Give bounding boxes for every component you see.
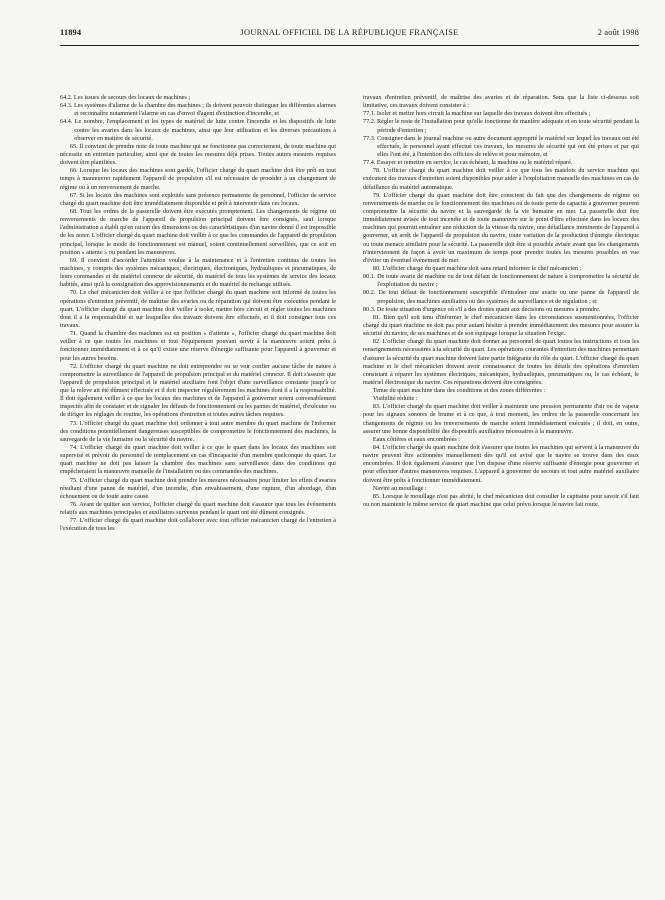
paragraph: 76. Avant de quitter son service, l'officier chargé du quart machine doit s'assurer que tous les événements relatifs aux machines principales et auxiliaires survenus pendant le quart ont été dûment consignés. [60, 501, 336, 517]
paragraph: 77.4. Essayer et remettre en service, le cas échéant, la machine ou le matériel réparé. [363, 159, 573, 167]
paragraph: 80.3. De toute situation d'urgence où s'il a des doutes quant aux décisions ou mesures à prendre. [363, 305, 601, 313]
paragraph: 84. L'officier chargé du quart machine doit s'assurer que toutes les machines qui servent à la manœuvre du navire peuvent être actionnées manuellement dès qu'il est avisé que le navire se trouve dans des eaux encombrées. Il doit également s'assurer que l'on dispose d'une réserve suffisante d'énergie pour gouverner et pour effectuer d'autres manœuvres requises. L'appareil à gouverner de secours et tout autre matériel auxiliaire doivent être prêts à fonctionner immédiatement. [363, 444, 639, 484]
page-header [60, 28, 639, 44]
paragraph: 64.3. Les systèmes d'alarme de la chambre des machines ; ils doivent pouvoir distinguer les différentes alarmes et reconnaître notamment l'alarme en cas d'envoi d'agent d'extinction d'incendie, et [60, 102, 336, 118]
paragraph: 71. Quand la chambre des machines est en position « d'attente », l'officier chargé du quart machine doit veiller à ce que toutes les machines et tout l'équipement pouvant servir à la manœuvre soient prêts à fonctionner immédiatement et à ce qu'il existe une réserve d'énergie suffisante pour l'appareil à gouverner et pour les autres besoins. [60, 330, 336, 362]
section-label: Navire au mouillage : [372, 484, 427, 492]
section-label: Visibilité réduite : [372, 395, 418, 403]
paragraph: 78. L'officier chargé du quart machine doit veiller à ce que tous les matelots du service machine qui exécutent des travaux d'entretien soient disponibles pour aider à l'exploitation manuelle des machines en cas de défaillance du matériel automatique. [363, 167, 639, 191]
paragraph: 82. L'officier chargé du quart machine doit donner au personnel de quart toutes les instructions et tous les renseignements nécessaires à la sécurité du quart. Les opérations courantes d'entretien des machines permettant d'assurer la sécurité du quart machine doivent faire partie intégrante du rôle du quart. L'officier chargé du quart machine et le chef mécanicien doivent avoir connaissance de toutes les détails des opérations d'entretien consistant à réparer les systèmes électriques, mécaniques, hydrauliques, pneumatiques ou, le cas échéant, le matériel électronique du navire. Ces réparations doivent être consignées. [363, 338, 639, 386]
page-number: 11894 [60, 28, 82, 37]
paragraph: 66. Lorsque les locaux des machines sont gardés, l'officier chargé du quart machine doit être prêt en tout temps à manœuvrer rapidement l'appareil de propulsion s'il est nécessaire de procéder à un changement de régime ou à un renversement de marche. [60, 167, 336, 191]
paragraph: 77.1. Isoler et mettre hors circuit la machine sur laquelle des travaux doivent être effectués ; [363, 110, 591, 118]
paragraph: 77.2. Régler le reste de l'installation pour qu'elle fonctionne de manière adéquate et en toute sécurité pendant la période d'entretien ; [363, 118, 639, 134]
paragraph: 80. L'officier chargé du quart machine doit sans retard informer le chef mécanicien : [372, 264, 582, 272]
left-column [60, 94, 336, 880]
paragraph: 77. L'officier chargé du quart machine doit collaborer avec tout officier mécanicien chargé de l'entretien à l'exécution de tous les [60, 517, 336, 533]
paragraph: 74. L'officier chargé du quart machine doit veiller à ce que le quart dans les locaux des machines soit supervisé et prévoir du personnel de remplacement en cas d'incapacité d'un membre quelconque du quart. Le quart machine ne doit pas laisser la chambre des machines sans surveillance dans des conditions qui empêcheraient la manœuvre manuelle de l'installation ou des commandes des machines. [60, 444, 336, 476]
paragraph: 81. Bien qu'il soit tenu d'informer le chef mécanicien dans les circonstances susmentionnées, l'officier chargé du quart machine ne doit pas pour autant hésiter à prendre immédiatement des mesures pour assurer la sécurité du navire, de ses machines et de son équipage lorsque la situation l'exige. [363, 313, 639, 338]
paragraph: 69. Il convient d'accorder l'attention voulue à la maintenance et à l'entretien continus de toutes les machines, y compris des systèmes mécaniques, électriques, électroniques, hydrauliques et pneumatiques, de leurs commandes et du matériel connexe de sécurité, du matériel de tous les systèmes de service des locaux habités, ainsi qu'à la consignation des approvisionnements et du matériel de rechange utilisés. [60, 256, 336, 289]
paragraph: 67. Si les locaux des machines sont exploités sans présence permanente de personnel, l'officier de service chargé du quart machine doit être immédiatement disponible et prêt à intervenir dans ces locaux. [60, 191, 336, 207]
paragraph: 80.1. De toute avarie de machine ou de tout défaut de fonctionnement de nature à compromettre la sécurité de l'exploitation du navire ; [363, 273, 639, 289]
paragraph: 65. Il convient de prendre note de toute machine qui ne fonctionne pas correctement, de toute machine qui nécessite un entretien particulier, ainsi que de toutes les mesures déjà prises. Toutes autres mesures requises doivent être planifiées. [60, 142, 336, 167]
paragraph: 70. Le chef mécanicien doit veiller à ce que l'officier chargé du quart machine soit informé de toutes les opérations d'entretien préventif, de maîtrise des avaries ou de réparation qui doivent être exécutées pendant le quart. L'officier chargé du quart machine doit veiller à isoler, mettre hors circuit et régler toutes les machines dont il a la responsabilité et sur lesquelles des travaux doivent être effectués, et il doit consigner tous ces travaux. [60, 289, 336, 329]
paragraph: 83. L'officier chargé du quart machine doit veiller à maintenir une pression permanente d'air ou de vapeur pour les signaux sonores de brume et à ce que, à tout moment, les ordres de la passerelle concernant les changements de régime ou les renversements de marche soient immédiatement exécutés ; il doit, en outre, assurer une bonne disponibilité des dispositifs auxiliaires nécessaires à la manœuvre. [363, 403, 639, 435]
paragraph: travaux d'entretien préventif, de maîtrise des avaries et de réparation. Sans que la liste ci-dessous soit limitative, ces travaux doivent consister à : [363, 94, 639, 110]
paragraph: 80.2. De tout défaut de fonctionnement susceptible d'entraîner une avarie ou une panne de l'appareil de propulsion, des machines auxiliaires ou des systèmes de surveillance et de régulation ; et [363, 289, 639, 305]
right-column [363, 94, 639, 880]
paragraph: 68. Tous les ordres de la passerelle doivent être exécutés promptement. Les changements de régime ou renversements de marche de l'appareil de propulsion principal doivent être consignés, sauf lorsque l'administration a établi qu'en raison des dimensions ou des caractéristiques d'un navire donné il est impossible de les noter. L'officier chargé du quart machine doit veiller à ce que les commandes de l'appareil de propulsion principal, lorsque le mode de fonctionnement est manuel, soient continuellement surveillées, que ce soit en position « attente » ou pendant les manœuvres. [60, 207, 336, 256]
paragraph: 75. L'officier chargé du quart machine doit prendre les mesures nécessaires pour limiter les effets d'avaries résultant d'une panne de matériel, d'un incendie, d'un envahissement, d'une rupture, d'un abordage, d'un échouement ou de toute autre cause. [60, 476, 336, 500]
paragraph: 77.3. Consigner dans le journal machine ou autre document approprié le matériel sur lequel les travaux ont été effectués, le personnel ayant effectué ces travaux, les mesures de sécurité qui ont été prises et par qui elles l'ont été, à l'intention des officiers de relève et pour mémoire, et [363, 134, 639, 158]
publication-date: 2 août 1998 [597, 28, 639, 37]
paragraph: 72. L'officier chargé du quart machine ne doit entreprendre ou se voir confier aucune tâche de nature à compromettre la surveillance de l'appareil de propulsion principal et du matériel connexe. Il doit s'assurer que l'appareil de propulsion principal et le matériel auxiliaire font l'objet d'une surveillance constante jusqu'à ce que la relève ait été dûment effectuée et il doit inspecter régulièrement les machines dont il a la responsabilité. Il doit également veiller à ce que les locaux des machines et de l'appareil à gouverner soient convenablement inspectés afin de constater et de signaler les défauts de fonctionnement ou les pannes de matériel, d'exécuter ou de diriger les réglages de routine, les opérations d'entretien et toutes autres tâches requises. [60, 362, 336, 419]
section-label: Eaux côtières et eaux encombrées : [372, 435, 461, 443]
paragraph: Tenue du quart machine dans des conditions et des zones différentes : [372, 387, 546, 395]
header-rule [60, 45, 639, 46]
paragraph: 79. L'officier chargé du quart machine doit être conscient du fait que des changements de régime ou renversements de marche ou le fonctionnement des machines ou de toute perte de capacité à gouverner peuvent compromettre la sécurité du navire et la sauvegarde de la vie humaine en mer. La passerelle doit être immédiatement avisée de tout incendie et de toute manœuvre sur le point d'être effectuée dans les locaux des machines qui pourrait entraîner une réduction de la vitesse du navire, une défaillance imminente de l'appareil à gouverner, un arrêt de l'appareil de propulsion du navire, toute variation de la production d'énergie électrique ou toute menace similaire pour la sécurité. La passerelle doit être si possible avisée avant que les changements n'interviennent de façon à avoir un maximum de temps pour prendre toutes les mesures possibles en vue d'éviter un éventuel événement de mer. [363, 191, 639, 264]
journal-title: JOURNAL OFFICIEL DE LA RÉPUBLIQUE FRANÇAISE [240, 28, 459, 37]
paragraph: 73. L'officier chargé du quart machine doit ordonner à tout autre membre du quart machine de l'informer des conditions potentiellement dangereuses susceptibles de compromettre le fonctionnement des machines, la sauvegarde de la vie humaine ou la sécurité du navire. [60, 419, 336, 443]
paragraph: 85. Lorsque le mouillage n'est pas abrité, le chef mécanicien doit consulter le capitaine pour savoir s'il faut ou non maintenir le même service de quart machine que celui prévu lorsque le navire fait route. [363, 492, 639, 509]
text-columns [60, 94, 639, 880]
paragraph: 64.4. Le nombre, l'emplacement et les types de matériel de lutte contre l'incendie et les dispositifs de lutte contre les avaries dans les locaux de machines, ainsi que leur utilisation et les diverses précautions à observer en matière de sécurité. [60, 118, 336, 142]
paragraph: 64.2. Les issues de secours des locaux de machines ; [60, 94, 191, 101]
